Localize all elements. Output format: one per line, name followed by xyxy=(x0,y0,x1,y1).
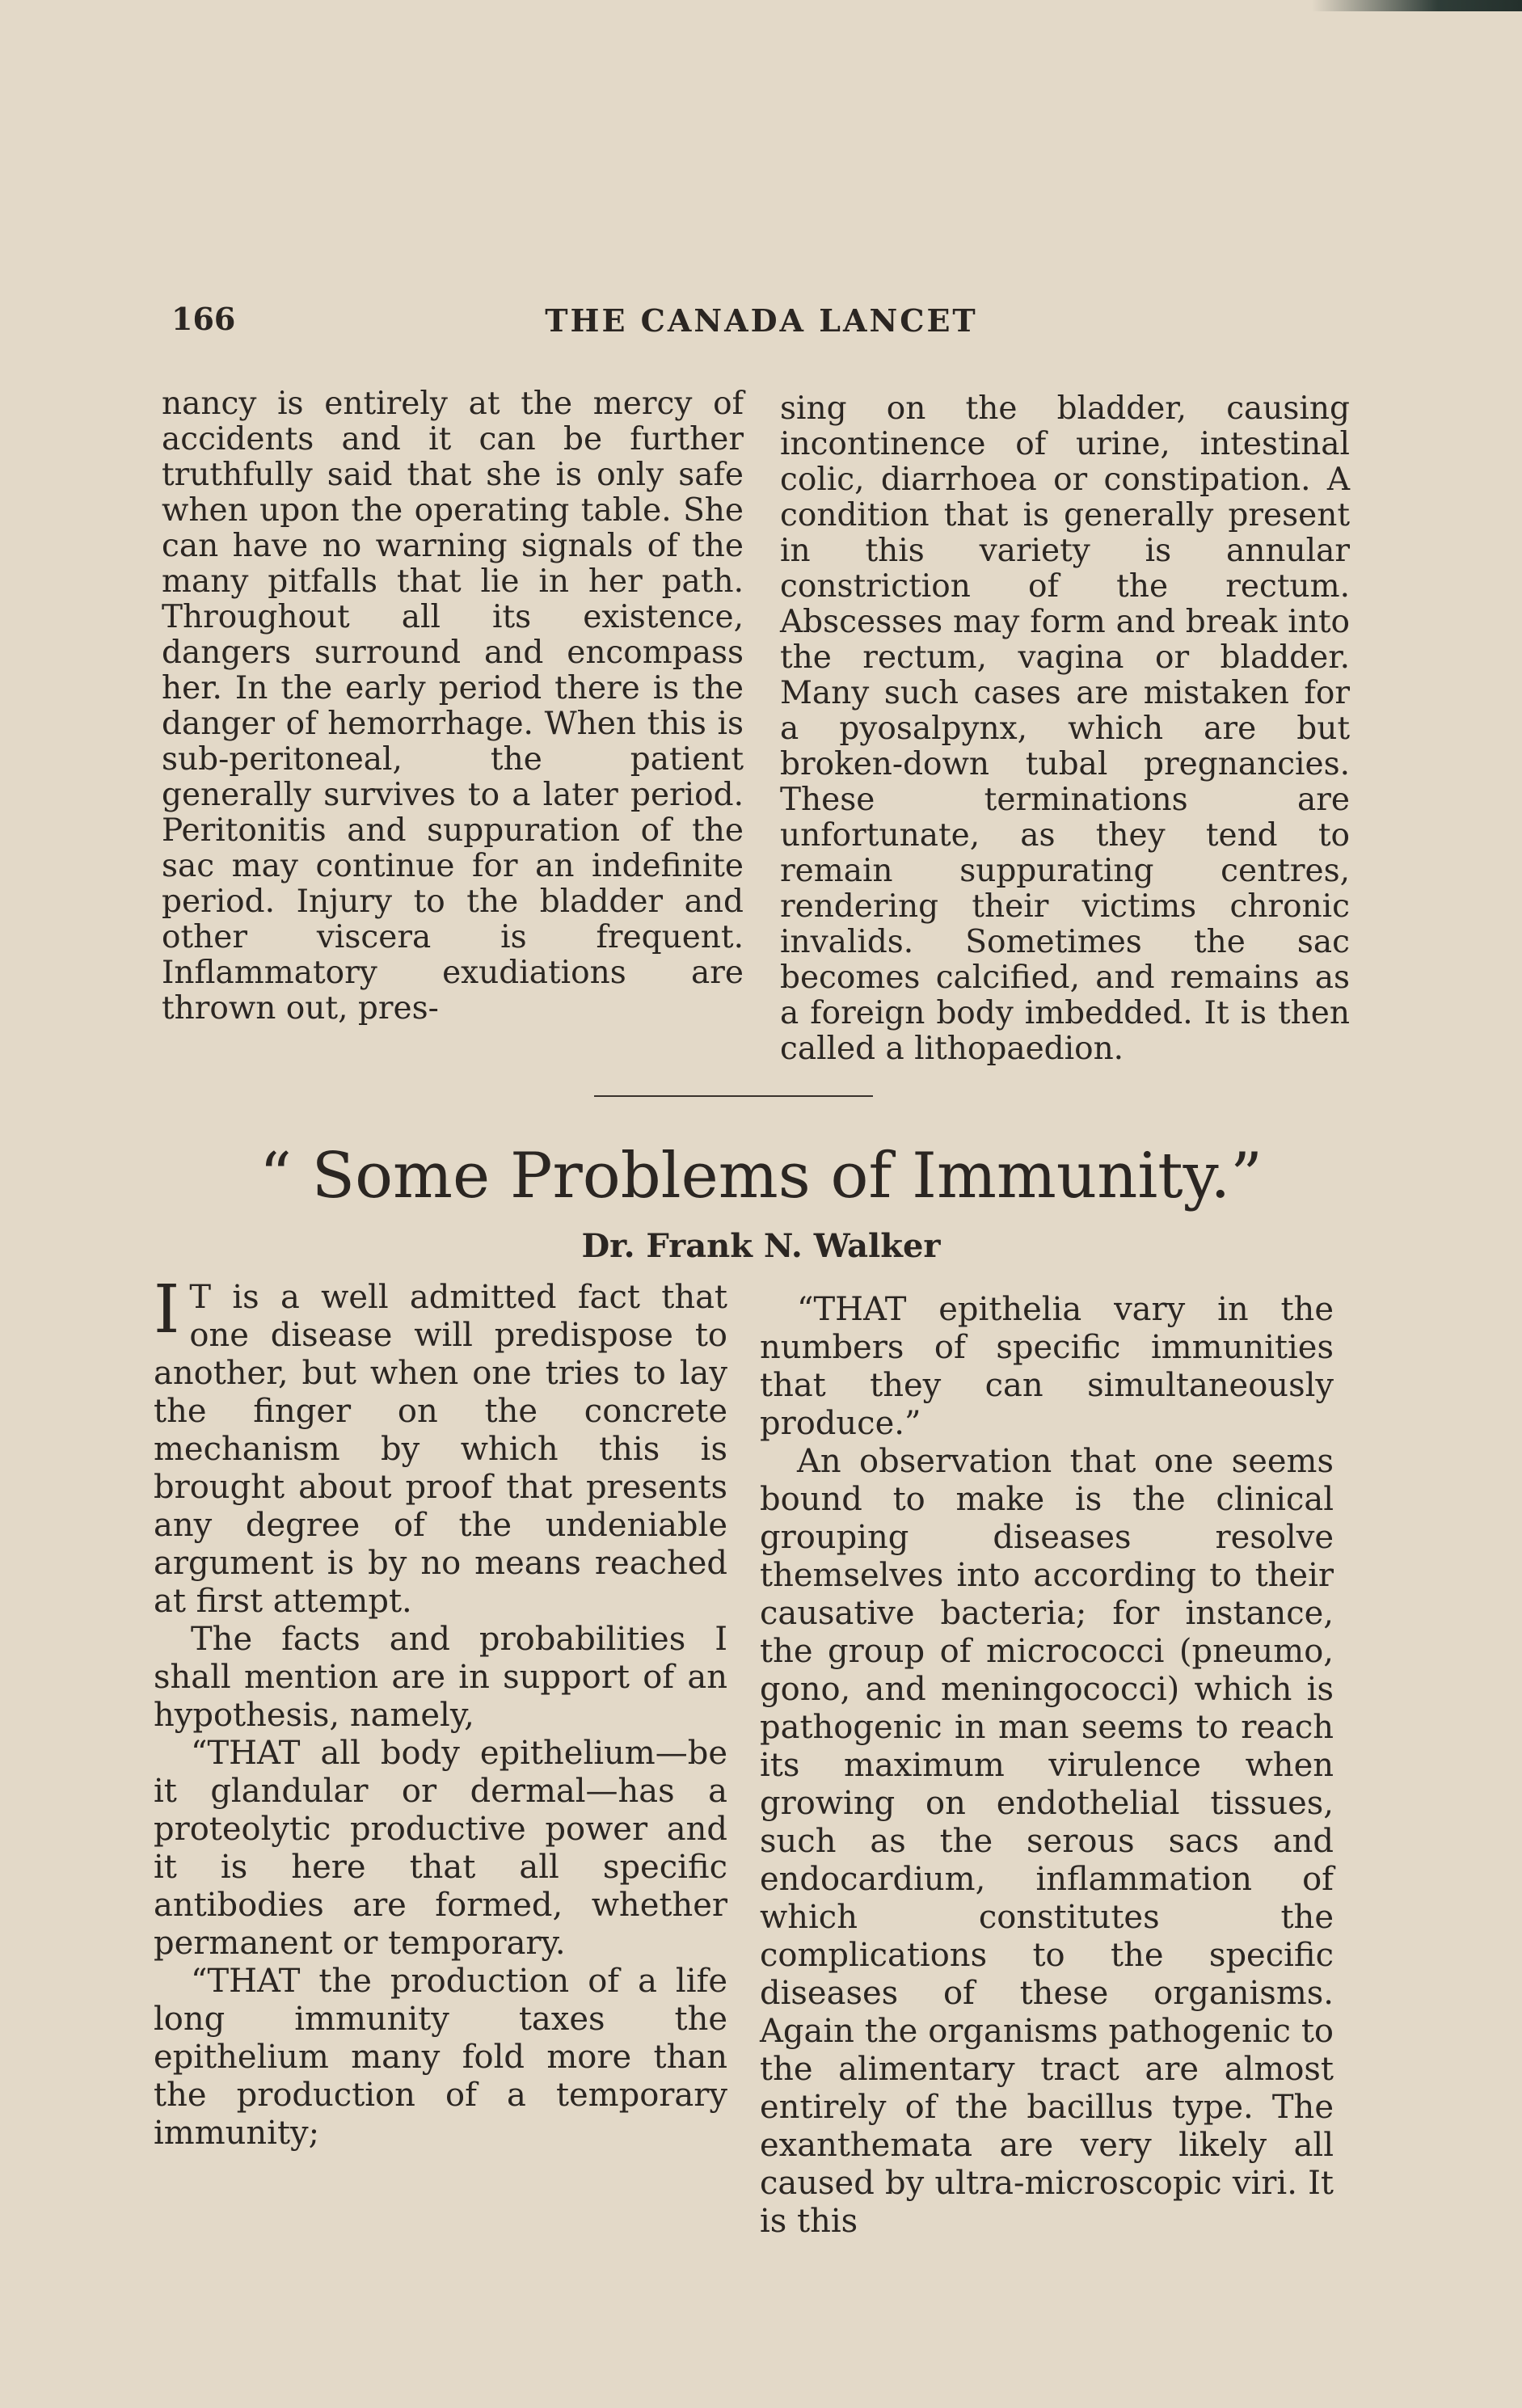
page-number: 166 xyxy=(171,301,236,337)
drop-cap: I xyxy=(154,1271,180,1348)
paragraph: “THAT all body epithelium—be it glandular or dermal—has a proteolytic productive power and it is here that all specific antibodies are formed, whether permanent or temporary. xyxy=(154,1735,727,1962)
paragraph: “THAT epithelia vary in the numbers of specific immunities that they can simultaneously produce.” xyxy=(760,1291,1334,1442)
paragraph: sing on the bladder, causing incontinence of urine, intestinal colic, diarrhoea or constipation. A condition that is generally present in this variety is annular constriction of the rectum. Abscesses may form and break into the rectum, vagina or bladder. Many such cases are mistaken for a pyosalpynx, which are but broken-down tubal pregnancies. These terminations are unfortunate, as they tend to remain suppurating centres, rendering their victims chronic invalids. Sometimes the sac becomes calcified, and remains as a foreign body imbedded. It is then called a lithopaedion. xyxy=(780,390,1350,1067)
paragraph: “THAT the production of a life long immunity taxes the epithelium many fold more than the production of a temporary immunity; xyxy=(154,1963,727,2152)
column-3 xyxy=(154,1271,727,2153)
first-paragraph xyxy=(154,1271,727,1621)
section-divider xyxy=(594,1095,873,1097)
running-title: THE CANADA LANCET xyxy=(545,302,978,339)
first-paragraph-text: T is a well admitted fact that one disease will predispose to another, but when one tries to lay the finger on the concrete mechanism by which this is brought about proof that presents any degree of the undeniable argument is by no means reached at first attempt. xyxy=(154,1279,727,1620)
article-author: Dr. Frank N. Walker xyxy=(581,1227,941,1265)
column-4 xyxy=(760,1291,1334,2241)
paragraph: The facts and probabilities I shall mention are in support of an hypothesis, namely, xyxy=(154,1621,727,1734)
paragraph: An observation that one seems bound to make is the clinical grouping diseases resolve themselves into according to their causative bacteria; for instance, the group of micrococci (pneumo, gono, and meningococci) which is pathogenic in man seems to reach its maximum virulence when growing on endothelial tissues, such as the serous sacs and endocardium, inflammation of which constitutes the complications to the specific diseases of these organisms. Again the organisms pathogenic to the alimentary tract are almost entirely of the bacillus type. The exanthemata are very likely all caused by ultra-microscopic viri. It is this xyxy=(760,1443,1334,2240)
page-header xyxy=(171,301,1351,341)
article-title: “ Some Problems of Immunity.” xyxy=(259,1140,1263,1212)
page-edge xyxy=(1312,0,1522,11)
paragraph: nancy is entirely at the mercy of accidents and it can be further truthfully said that she is only safe when upon the operating table. She can have no warning signals of the many pitfalls that lie in her path. Throughout all its existence, dangers surround and encompass her. In the early period there is the danger of hemorrhage. When this is sub-peritoneal, the patient generally survives to a later period. Peritonitis and suppuration of the sac may continue for an indefinite period. Injury to the bladder and other viscera is frequent. Inflammatory exudiations are thrown out, pres- xyxy=(162,386,744,1027)
column-2 xyxy=(780,391,1350,1067)
column-1 xyxy=(162,386,744,1027)
